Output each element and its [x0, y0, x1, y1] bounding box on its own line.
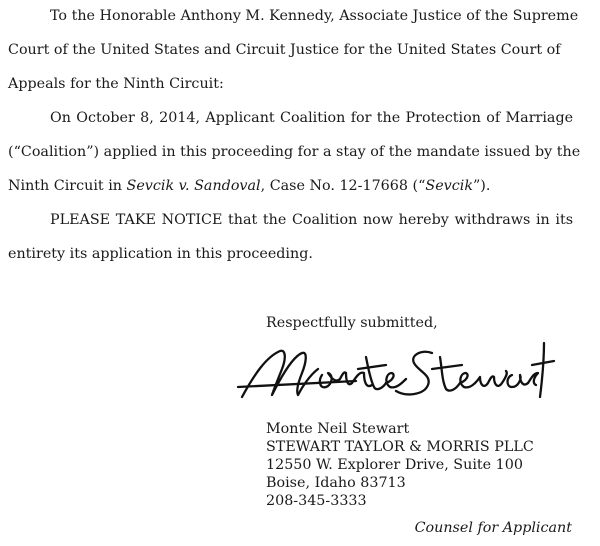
case-name: Sevcik v. Sandoval	[126, 178, 261, 194]
handwritten-signature	[236, 335, 556, 413]
text-segment: , Case No. 12-17668 (“	[260, 178, 426, 194]
paragraph-1-line-3: Appeals for the Ninth Circuit:	[8, 76, 224, 92]
paragraph-3-line-1: PLEASE TAKE NOTICE that the Coalition now hereby withdraws in its	[50, 212, 574, 228]
phone-number: 208-345-3333	[266, 493, 367, 509]
closing-phrase: Respectfully submitted,	[266, 315, 438, 331]
paragraph-1-line-2: Court of the United States and Circuit Justice for the United States Court of	[8, 42, 561, 58]
counsel-role: Counsel for Applicant	[414, 520, 572, 536]
street-address: 12550 W. Explorer Drive, Suite 100	[266, 457, 523, 473]
paragraph-2-line-2: (“Coalition”) applied in this proceeding for a stay of the mandate issued by the	[8, 144, 581, 160]
text-segment: ”).	[472, 178, 491, 194]
signer-name: Monte Neil Stewart	[266, 421, 410, 437]
signature-block	[266, 420, 534, 510]
law-firm-name: STEWART TAYLOR & MORRIS PLLC	[266, 439, 534, 455]
paragraph-1-line-1: To the Honorable Anthony M. Kennedy, Associate Justice of the Supreme	[50, 8, 579, 24]
paragraph-2-line-1: On October 8, 2014, Applicant Coalition for the Protection of Marriage	[50, 110, 574, 126]
case-short-name: Sevcik	[425, 178, 473, 194]
text-segment: Ninth Circuit in	[8, 178, 127, 194]
paragraph-3-line-2: entirety its application in this proceeding.	[8, 246, 313, 262]
city-state-zip: Boise, Idaho 83713	[266, 475, 406, 491]
paragraph-2-line-3	[8, 176, 490, 196]
